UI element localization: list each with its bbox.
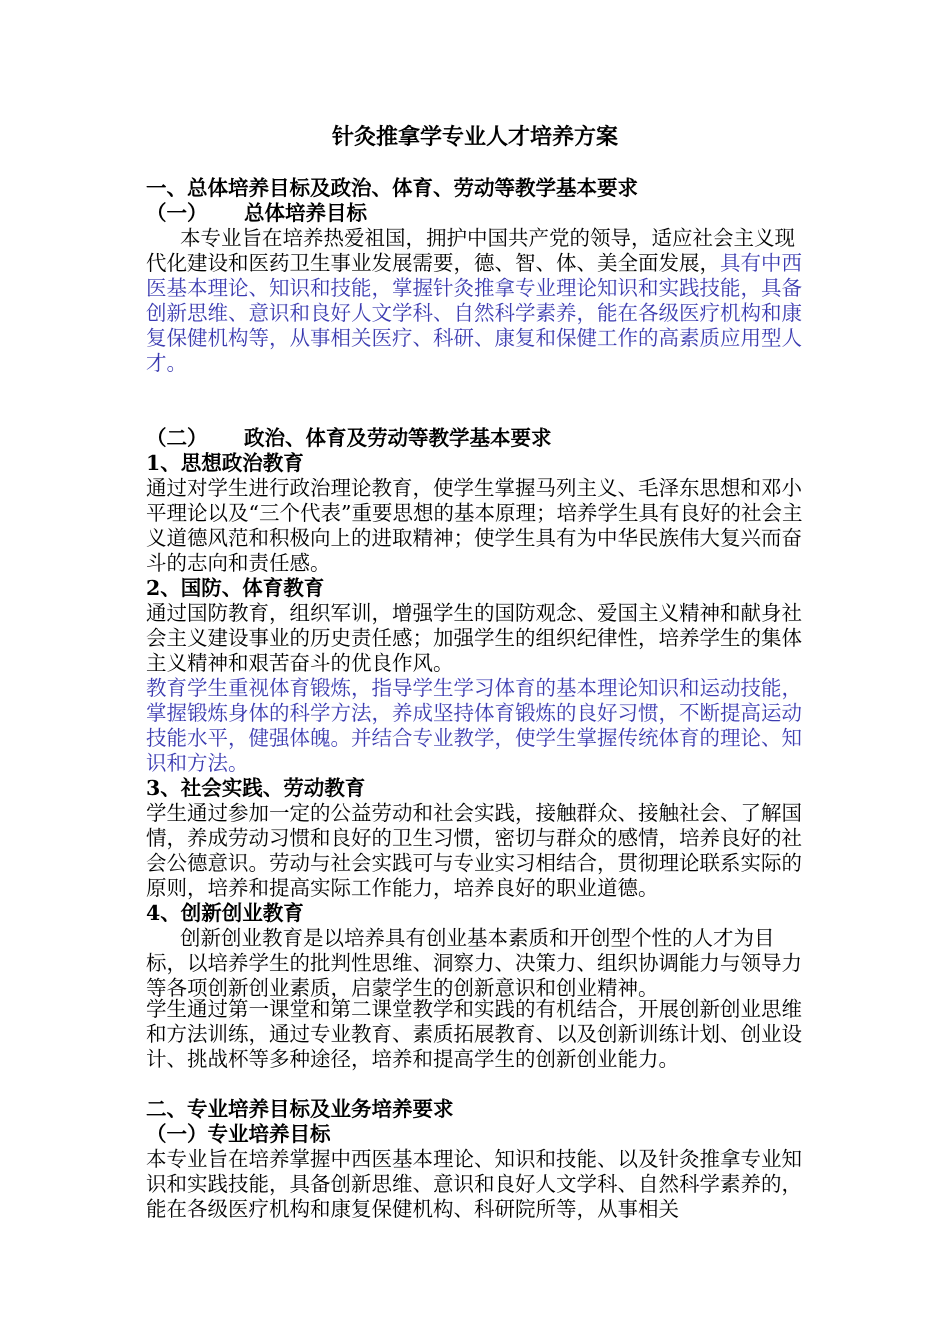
section1-sub1-label: 总体培养目标	[244, 201, 367, 225]
document-title: 针灸推拿学专业人才培养方案	[331, 124, 618, 150]
section1-sub1-paragraph-blue: 具有中西医基本理论、知识和技能，掌握针灸推拿专业理论知识和实践技能，具备创新思维、意识和良好人文学科、自然科学素养，能在各级医疗机构和康复保健机构等，从事相关医疗、科研、康复和保健工作的高素质应用型人才。	[146, 251, 802, 375]
section2-sub1-paragraph: 本专业旨在培养掌握中西医基本理论、知识和技能、以及针灸推拿专业知识和实践技能，具备创新思维、意识和良好人文学科、自然科学素养的，能在各级医疗机构和康复保健机构、科研院所等，从事相关	[146, 1147, 802, 1221]
section2-sub1-heading: （一）专业培养目标	[146, 1122, 331, 1146]
item4-paragraph1	[146, 926, 810, 1001]
item4-paragraph1-text: 创新创业教育是以培养具有创业基本素质和开创型个性的人才为目标，以培养学生的批判性思维、洞察力、决策力、组织协调能力与领导力等各项创新创业素质，启蒙学生的创新意识和创业精神。	[146, 926, 802, 1000]
item2-heading: 2、国防、体育教育	[146, 576, 325, 600]
item4-heading: 4、创新创业教育	[146, 901, 304, 925]
item1-paragraph: 通过对学生进行政治理论教育，使学生掌握马列主义、毛泽东思想和邓小平理论以及“三个代表”重要思想的基本原理；培养学生具有良好的社会主义道德风范和积极向上的进取精神；使学生具有为中华民族伟大复兴而奋斗的志向和责任感。	[146, 476, 803, 575]
section1-sub2-number: （二）	[146, 426, 208, 450]
item1-heading: 1、思想政治教育	[146, 451, 304, 475]
section1-sub1-paragraph-black: 本专业旨在培养热爱祖国，拥护中国共产党的领导，适应社会主义现代化建设和医药卫生事业发展需要，德、智、体、美全面发展，	[146, 226, 795, 275]
item2-paragraph-blue: 教育学生重视体育锻炼，指导学生学习体育的基本理论知识和运动技能，掌握锻炼身体的科学方法，养成坚持体育锻炼的良好习惯，不断提高运动技能水平，健强体魄。并结合专业教学，使学生掌握传统体育的理论、知识和方法。	[146, 676, 802, 775]
item4-paragraph2: 学生通过第一课堂和第二课堂教学和实践的有机结合，开展创新创业思维和方法训练，通过专业教育、素质拓展教育、以及创新训练计划、创业设计、挑战杯等多种途径，培养和提高学生的创新创业能力。	[146, 997, 802, 1071]
item3-heading: 3、社会实践、劳动教育	[146, 776, 366, 800]
section1-heading: 一、总体培养目标及政治、体育、劳动等教学基本要求	[146, 176, 638, 200]
section1-sub1-paragraph	[146, 226, 810, 376]
section1-sub2-label: 政治、体育及劳动等教学基本要求	[244, 426, 552, 450]
item2-paragraph: 通过国防教育，组织军训，增强学生的国防观念、爱国主义精神和献身社会主义建设事业的历史责任感；加强学生的组织纪律性，培养学生的集体主义精神和艰苦奋斗的优良作风。	[146, 601, 802, 675]
item3-paragraph: 学生通过参加一定的公益劳动和社会实践，接触群众、接触社会、了解国情，养成劳动习惯和良好的卫生习惯，密切与群众的感情，培养良好的社会公德意识。劳动与社会实践可与专业实习相结合，贯彻理论联系实际的原则，培养和提高实际工作能力，培养良好的职业道德。	[146, 801, 802, 900]
section1-sub1-number: （一）	[146, 201, 208, 225]
section2-heading: 二、专业培养目标及业务培养要求	[146, 1097, 454, 1121]
section1-sub1-heading	[146, 201, 367, 226]
section1-sub2-heading	[146, 426, 552, 451]
